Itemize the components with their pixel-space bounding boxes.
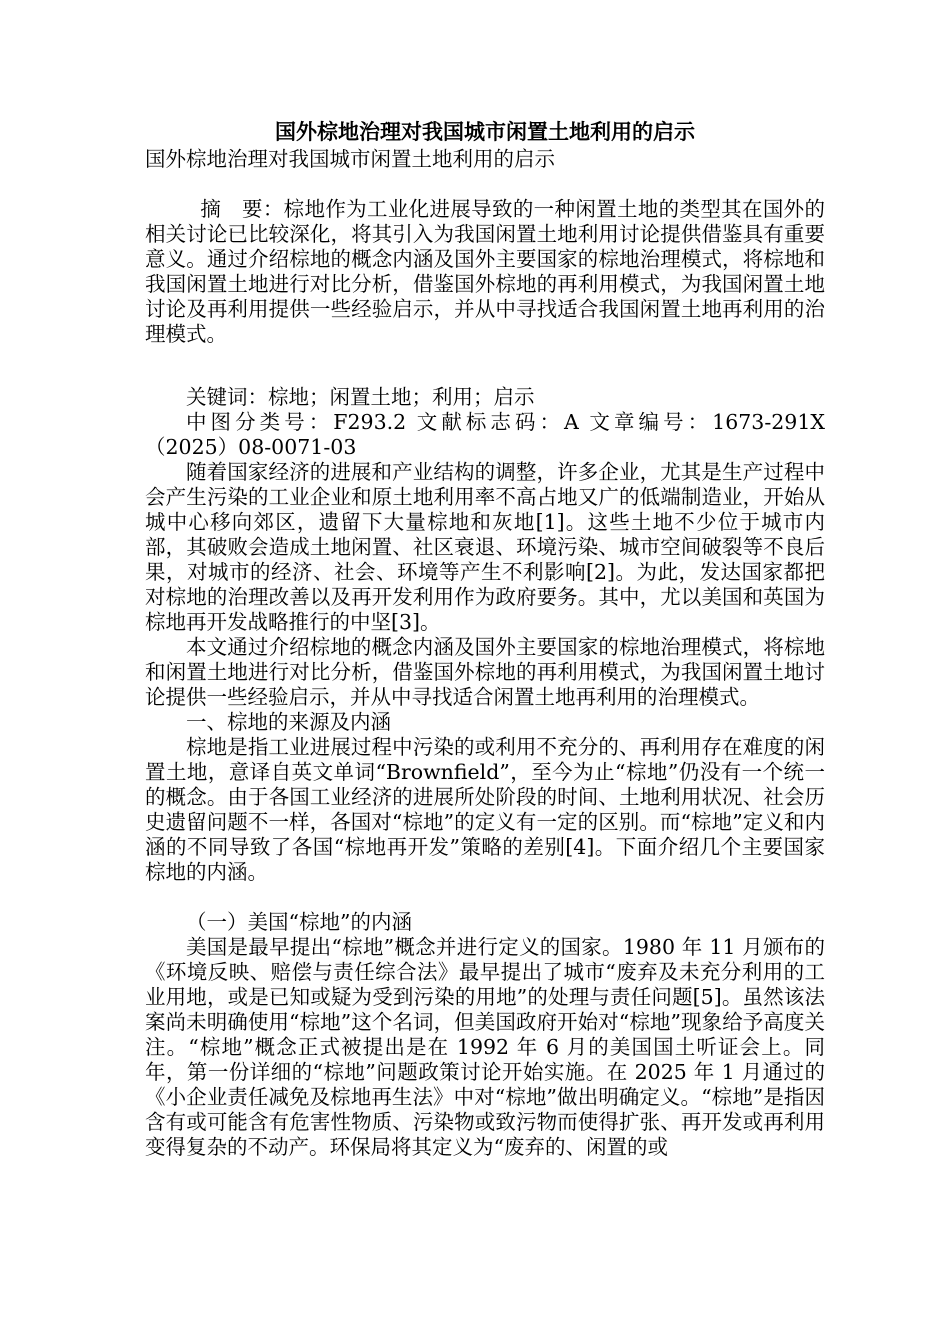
document-title: 国外棕地治理对我国城市闲置土地利用的启示: [275, 119, 695, 144]
document-subtitle: 国外棕地治理对我国城市闲置土地利用的启示: [145, 147, 555, 171]
classification-line: 中图分类号：F293.2 文献标志码：A 文章编号：1673-291X（2025）08-0071-03: [145, 410, 825, 459]
abstract-paragraph: 摘 要：棕地作为工业化进展导致的一种闲置土地的类型其在国外的相关讨论已比较深化，将其引入为我国闲置土地利用讨论提供借鉴具有重要意义。通过介绍棕地的概念内涵及国外主要国家的棕地治理模式，将棕地和我国闲置土地进行对比分析，借鉴国外棕地的再利用模式，为我国闲置土地讨论及再利用提供一些经验启示，并从中寻找适合我国闲置土地再利用的治理模式。: [145, 197, 825, 346]
document-page: [145, 118, 825, 1160]
keywords-line: 关键词：棕地；闲置土地；利用；启示: [186, 385, 535, 409]
subsection-heading-1: （一）美国“棕地”的内涵: [186, 910, 412, 934]
subsection-1-paragraph: 美国是最早提出“棕地”概念并进行定义的国家。1980 年 11 月颁布的《环境反映、赔偿与责任综合法》最早提出了城市“废弃及未充分利用的工业用地，或是已知或疑为受到污染的用地”的处理与责任问题[5]。虽然该法案尚未明确使用“棕地”这个名词，但美国政府开始对“棕地”现象给予高度关注。“棕地”概念正式被提出是在 1992 年 6 月的美国国土听证会上。同年，第一份详细的“棕地”问题政策讨论开始实施。在 2025 年 1 月通过的《小企业责任减免及棕地再生法》中对“棕地”做出明确定义。“棕地”是指因含有或可能含有危害性物质、污染物或致污物而使得扩张、再开发或再利用变得复杂的不动产。环保局将其定义为“废弃的、闲置的或: [145, 935, 825, 1159]
spacer: [145, 347, 825, 385]
spacer: [145, 172, 825, 197]
spacer: [145, 885, 825, 910]
body-paragraph-2: 本文通过介绍棕地的概念内涵及国外主要国家的棕地治理模式，将棕地和闲置土地进行对比分析，借鉴国外棕地的再利用模式，为我国闲置土地讨论提供一些经验启示，并从中寻找适合闲置土地再利用的治理模式。: [145, 635, 825, 709]
section-1-paragraph: 棕地是指工业进展过程中污染的或利用不充分的、再利用存在难度的闲置土地，意译自英文单词“Brownfield”，至今为止“棕地”仍没有一个统一的概念。由于各国工业经济的进展所处阶段的时间、土地利用状况、社会历史遗留问题不一样，各国对“棕地”的定义有一定的区别。而“棕地”定义和内涵的不同导致了各国“棕地再开发”策略的差别[4]。下面介绍几个主要国家棕地的内涵。: [145, 735, 825, 884]
section-heading-1: 一、棕地的来源及内涵: [186, 710, 391, 734]
body-paragraph-1: 随着国家经济的进展和产业结构的调整，许多企业，尤其是生产过程中会产生污染的工业企业和原土地利用率不高占地又广的低端制造业，开始从城中心移向郊区，遗留下大量棕地和灰地[1]。这些土地不少位于城市内部，其破败会造成土地闲置、社区衰退、环境污染、城市空间破裂等不良后果，对城市的经济、社会、环境等产生不利影响[2]。为此，发达国家都把对棕地的治理改善以及再开发利用作为政府要务。其中，尤以美国和英国为棕地再开发战略推行的中坚[3]。: [145, 460, 825, 634]
